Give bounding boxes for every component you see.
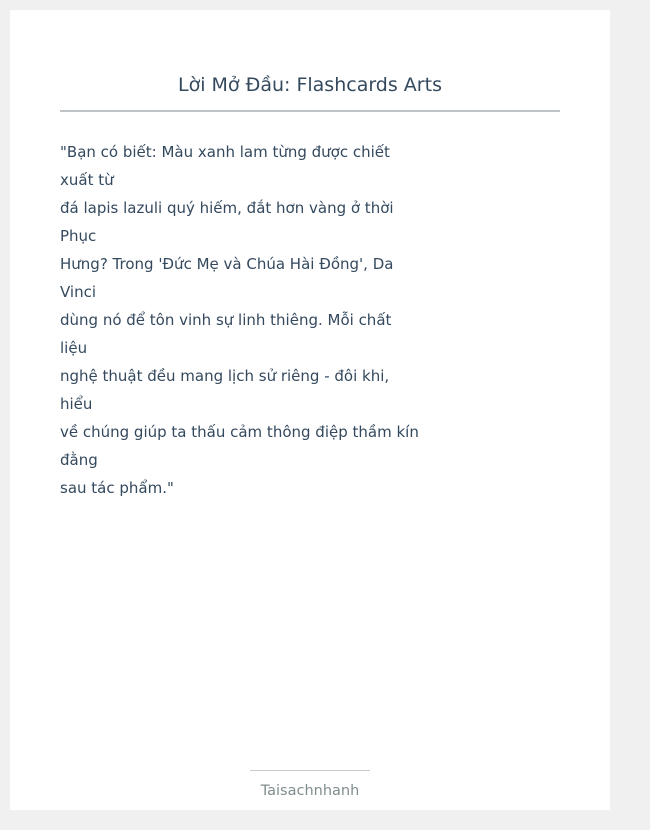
paragraph-line: đằng — [60, 451, 98, 469]
page-title: Lời Mở Đầu: Flashcards Arts — [178, 74, 442, 96]
paragraph-line: "Bạn có biết: Màu xanh lam từng được chiết — [60, 143, 390, 161]
paragraph-line: xuất từ — [60, 171, 114, 189]
paragraph-line: về chúng giúp ta thấu cảm thông điệp thầm kín — [60, 423, 419, 441]
paragraph-line: Phục — [60, 227, 97, 245]
intro-paragraph — [60, 138, 560, 502]
footer-divider — [250, 770, 370, 771]
footer-brand: Taisachnhanh — [260, 783, 360, 799]
paragraph-line: nghệ thuật đều mang lịch sử riêng - đôi khi, — [60, 367, 390, 385]
document-page — [10, 10, 610, 810]
paragraph-line: Hưng? Trong 'Đức Mẹ và Chúa Hài Đồng', Da — [60, 255, 394, 273]
title-divider — [60, 110, 560, 112]
paragraph-line: hiểu — [60, 395, 93, 413]
paragraph-line: Vinci — [60, 283, 97, 301]
paragraph-line: đá lapis lazuli quý hiếm, đắt hơn vàng ở thời — [60, 199, 394, 217]
paragraph-line: dùng nó để tôn vinh sự linh thiêng. Mỗi chất — [60, 311, 392, 329]
paragraph-line: sau tác phẩm." — [60, 479, 174, 497]
paragraph-line: liệu — [60, 339, 88, 357]
